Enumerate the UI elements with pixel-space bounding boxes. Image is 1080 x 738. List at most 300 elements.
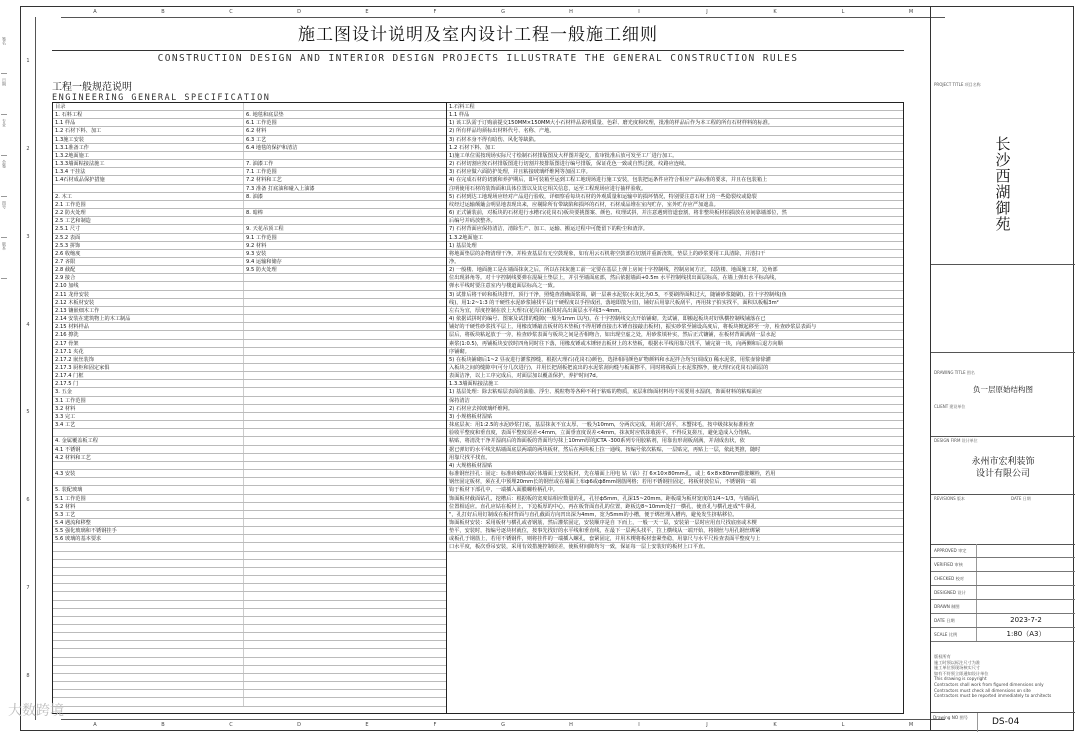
toc-item bbox=[244, 633, 446, 640]
toc-item: 2.2 防火处理 bbox=[53, 209, 244, 216]
toc-item: 1.1 样品 bbox=[53, 119, 244, 126]
toc-item: 3.2 材料 bbox=[53, 405, 244, 412]
ruler-number: 1 bbox=[26, 57, 30, 64]
spec-line: 1.石料工程 bbox=[447, 103, 903, 111]
toc-row bbox=[53, 552, 446, 560]
spec-line: 抹底层灰：用1:2.5的水泥砂浆打底，基层抹灰不宜太厚，一般为10mm，分两次完成，用刮尺刮平，木蟹抹毛，按中级抹灰标准检查 bbox=[447, 421, 903, 429]
spec-line: 用靠尺找平找直。 bbox=[447, 454, 903, 462]
ruler-letter: K bbox=[773, 9, 777, 15]
spec-line: 位置相适应。直孔应钻在板材上，下边板厚的中心，再在板背面直孔的位置，距板边8~10mm处打一横孔，使直孔与横孔连成"牛鼻孔 bbox=[447, 503, 903, 511]
toc-item bbox=[53, 584, 244, 591]
spec-line: 5) 石材到达工地现场应经对产品进行验收，详细察看每块石材的外观质量和运输中的损坏情况，特别要注意石材上的一些隐裂纹或隐裂 bbox=[447, 193, 903, 201]
spec-line: 饰面板材安装：采用板材与横孔或者钢筋，然后灌浆固定，安装顺序是自 下而上，一般一天一层，安装第一层时应用直尺找底座或木楔 bbox=[447, 519, 903, 527]
ruler-top bbox=[61, 7, 945, 18]
spec-line: 2) 石材切割应按石材排版图进行切割并按排版图进行编号排版，保证花色一致或自然过渡，纹路应连续。 bbox=[447, 160, 903, 168]
note-line: 施工时须以标注尺寸为准 bbox=[934, 659, 981, 665]
toc-row bbox=[53, 519, 446, 527]
binding-label: 图号 bbox=[1, 201, 7, 238]
toc-row bbox=[53, 127, 446, 135]
toc-item: 4.2 材料和工艺 bbox=[53, 454, 244, 461]
toc-item bbox=[244, 601, 446, 608]
revisions-label: REVISIONS 版本 bbox=[934, 496, 965, 501]
toc-item: 6.4 地毯的保护和清洁 bbox=[246, 144, 298, 151]
binding-label: 签名 bbox=[1, 37, 7, 74]
toc-item: 2.11 龙骨安装 bbox=[53, 291, 244, 298]
spec-line: 铺好的干硬性砂浆找平层上，用橡皮锤敲击板材的木垫板(不得用锤直接击木锤直接敲击板材)，振实砂浆至铺设高度后，将板块掀起移至一旁，检查砂浆层表面与 bbox=[447, 323, 903, 331]
toc-item bbox=[53, 658, 244, 665]
ruler-letter: G bbox=[501, 722, 505, 728]
toc-item bbox=[53, 633, 244, 640]
toc-row bbox=[53, 176, 446, 184]
toc-item bbox=[244, 535, 446, 542]
ruler-letter: J bbox=[706, 722, 708, 728]
design-firm-cell bbox=[931, 436, 1075, 495]
toc-item: 2.5.2 表面 bbox=[53, 234, 244, 241]
toc-row bbox=[53, 372, 446, 380]
toc-row bbox=[53, 299, 446, 307]
approval-label: DRAWN 制图 bbox=[931, 600, 977, 613]
toc-row bbox=[53, 160, 446, 168]
toc-row bbox=[53, 592, 446, 600]
note-line: 如有不符须立即通知设计单位 bbox=[934, 670, 989, 676]
spec-line: 保持清洁 bbox=[447, 397, 903, 405]
spec-line: 2) 所有样品均须标出材料代号、名称、产地。 bbox=[447, 127, 903, 135]
toc-row bbox=[53, 152, 446, 160]
note-line: Contractors shall work from figured dimensions only bbox=[934, 681, 1044, 687]
toc-row bbox=[53, 291, 446, 299]
spec-line: 粘贴，将清洗干净并湿润后的饰面板的背面均匀抹上10mm厚的JCTA -300系列专用胶粘剂，用靠齿形刮板刮满，并刮成齿状，依 bbox=[447, 437, 903, 445]
spec-line: 1)施工单位需按现场实际尺寸绘制石材排版图及大样图并提交，监审批准后放可发至工厂进行加工。 bbox=[447, 152, 903, 160]
toc-row bbox=[53, 437, 446, 445]
spec-line: 将地面垫层的杂物清理干净，并检查基层有无空鼓现象，如有用云石机将空鼓部位切割并重新浇筑，垫层上的砂浆要用工具清除，并清扫干 bbox=[447, 250, 903, 258]
toc-row bbox=[53, 225, 446, 233]
toc-item bbox=[53, 625, 244, 632]
ruler-number: 2 bbox=[26, 145, 30, 152]
ruler-letter: F bbox=[433, 722, 437, 728]
toc-item: 5.5 强化玻璃和不锈钢挂手 bbox=[53, 527, 244, 534]
toc-row bbox=[53, 388, 446, 396]
toc-row bbox=[53, 234, 446, 242]
toc-item: 2.5.1 尺寸 bbox=[53, 225, 244, 232]
toc-item bbox=[244, 405, 446, 412]
ruler-letter: K bbox=[773, 722, 777, 728]
toc-item bbox=[244, 592, 446, 599]
spec-line: 序铺砌。 bbox=[447, 348, 903, 356]
ruler-letter: E bbox=[365, 722, 369, 728]
spec-text-column bbox=[447, 103, 903, 713]
toc-row bbox=[53, 331, 446, 339]
project-name: 长沙西湖御苑 bbox=[993, 136, 1012, 232]
toc-item: 8. 油漆 bbox=[246, 193, 263, 200]
approval-label: VERIFIED 审核 bbox=[931, 558, 977, 571]
ruler-number: 3 bbox=[26, 233, 30, 240]
note-line: Contractors must check all dimensions on site bbox=[934, 687, 1031, 693]
toc-item bbox=[244, 103, 446, 110]
toc-row bbox=[53, 429, 446, 437]
toc-item: 7. 油漆工作 bbox=[246, 161, 274, 168]
spec-line: 验收平整度和垂直度，表面平整度误差<4mm，立面垂直度误差<4mm。抹灰时应铁抹收搓平，不得反复搓压，避免造成入分饱粘。 bbox=[447, 429, 903, 437]
approval-row bbox=[931, 628, 1075, 642]
toc-row bbox=[53, 119, 446, 127]
toc-item bbox=[244, 674, 446, 681]
toc-item: 9.4 运输和储存 bbox=[246, 258, 282, 265]
spec-line: 4) 在完成石材的切割和养护期后，即可装箱至运到工程工地现场进行施工安装，包装把运条件应符合相应产品标准的要求，并且在包装箱上 bbox=[447, 176, 903, 184]
toc-row bbox=[53, 405, 446, 413]
spec-line: 1) 基层处理：除去粘贴层表面的油脂、浮尘、脱粒物等各种不利于粘贴的物质，底层和饰面材料均不需要用水湿润，饰面材料的粘贴面应 bbox=[447, 388, 903, 396]
spec-line: 或板孔于钢筋上，若用不锈钢件，则将挂件的一端插入螺孔，套紧固定，并用木楔将板材套紧垫稳，用靠尺与水平尺检查表面平整度与上 bbox=[447, 535, 903, 543]
toc-item: 5. 装配玻璃 bbox=[53, 486, 244, 493]
binding-label: 专业 bbox=[1, 119, 7, 156]
toc-row bbox=[53, 103, 446, 111]
toc-item: 1.4石材成品保护措施 bbox=[53, 176, 244, 183]
toc-item: 2.17 骨架 bbox=[53, 340, 244, 347]
toc-row bbox=[53, 209, 446, 217]
note-line: This drawing is copyright bbox=[934, 676, 987, 682]
toc-item bbox=[244, 201, 446, 208]
toc-item bbox=[244, 658, 446, 665]
spec-line: 注明使用石材的装饰面和具体位置以及其它相关信息，运至工程现场应进行抽样验收。 bbox=[447, 185, 903, 193]
spec-line: 3) 小规格板材湿贴 bbox=[447, 413, 903, 421]
drawing-number-row bbox=[931, 712, 1075, 732]
note-line: Contractors must be reported immediately to architects bbox=[934, 693, 1052, 699]
toc-item bbox=[244, 511, 446, 518]
spec-table bbox=[52, 102, 904, 714]
toc-row bbox=[53, 111, 446, 119]
toc-row bbox=[53, 136, 446, 144]
toc-item bbox=[244, 315, 446, 322]
toc-item bbox=[53, 462, 244, 469]
approval-row bbox=[931, 600, 1075, 614]
toc-item bbox=[244, 299, 446, 306]
toc-item: 9. 天花吊顶工程 bbox=[246, 226, 284, 233]
toc-row bbox=[53, 185, 446, 193]
toc-row bbox=[53, 193, 446, 201]
approval-value bbox=[977, 558, 1075, 571]
toc-item bbox=[53, 649, 244, 656]
ruler-letter: H bbox=[569, 722, 573, 728]
toc-item bbox=[244, 364, 446, 371]
toc-item bbox=[244, 698, 446, 705]
toc-item: 3.1 工作范围 bbox=[53, 397, 244, 404]
toc-item: 2.17.5 门 bbox=[53, 380, 244, 387]
toc-row bbox=[53, 527, 446, 535]
toc-item bbox=[244, 323, 446, 330]
toc-item bbox=[244, 519, 446, 526]
toc-item bbox=[244, 413, 446, 420]
toc-item: 9.3 安装 bbox=[246, 250, 267, 257]
toc-item bbox=[244, 495, 446, 502]
toc-item: 7.3 准备 打底油和碰入上油漆 bbox=[246, 185, 315, 192]
toc-item: 2.8 截配 bbox=[53, 266, 244, 273]
toc-row bbox=[53, 397, 446, 405]
toc-item bbox=[53, 617, 244, 624]
client-label: CLIENT 建设单位 bbox=[934, 404, 966, 409]
spec-line: 纹经过运输颠簸会明显地表现出来，应剔除所有带缺陷和损坏的石材，石材成品堆在室内贮存，室外贮存应严加遮盖。 bbox=[447, 201, 903, 209]
approval-value: 2023-7-2 bbox=[1010, 616, 1042, 624]
ruler-number: 7 bbox=[26, 585, 30, 592]
toc-item: 1.3.2地面施工 bbox=[53, 152, 244, 159]
ruler-letter: F bbox=[433, 9, 437, 15]
toc-item bbox=[53, 429, 244, 436]
ruler-letter: D bbox=[297, 9, 301, 15]
toc-item bbox=[244, 462, 446, 469]
toc-row bbox=[53, 266, 446, 274]
toc-item bbox=[244, 421, 446, 428]
toc-row bbox=[53, 503, 446, 511]
toc-item: 6.3 工艺 bbox=[246, 136, 267, 143]
spec-line: 口水平度，板次垂吊安装，采用有效措施控制误差，使板材间隙均匀一致，保证每一层上安装好的板材上口平直。 bbox=[447, 543, 903, 551]
spec-line: 4) 依据试拼时的编号、图案及试排的缝隙(一般为1mm 以内)，在十字控制线交点开始铺砌。先试铺，即搬起板块对好纵横控制线铺落在已 bbox=[447, 315, 903, 323]
toc-item: 2.1 工作范围 bbox=[53, 201, 244, 208]
spec-line: 3) 石材本身不得有暗伤、风化等缺陷。 bbox=[447, 136, 903, 144]
spec-line: 2) 石材应去掉玻璃纤维网。 bbox=[447, 405, 903, 413]
toc-item: 2.13 镶嵌细木工作 bbox=[53, 307, 244, 314]
toc-item bbox=[244, 649, 446, 656]
ruler-letter: D bbox=[297, 722, 301, 728]
approval-row bbox=[931, 614, 1075, 628]
toc-item bbox=[244, 543, 446, 550]
toc-item bbox=[244, 560, 446, 567]
ruler-number: 5 bbox=[26, 409, 30, 416]
toc-row bbox=[53, 364, 446, 372]
spec-line: 位出现斜角等。对十字控制线要弹在混凝土垫层上，并引至墙面底部，然后依据墙面+0.5m 水平控制线找出面层标高，在墙上弹出水平标高线， bbox=[447, 274, 903, 282]
toc-item: 2.12 木板材安装 bbox=[53, 299, 244, 306]
toc-item: 6.2 材料 bbox=[246, 128, 267, 135]
toc-item bbox=[53, 674, 244, 681]
toc-row bbox=[53, 609, 446, 617]
toc-item bbox=[244, 437, 446, 444]
toc-row bbox=[53, 446, 446, 454]
toc-item: 1.3.1准备工作 bbox=[53, 144, 244, 151]
spec-line: 据已弹好的水平线先粘墙面底层两端的两块板材，然后在两块板上拉一通线，按编号依次粘贴，一层贴完，再贴上一层，依此类推，随时 bbox=[447, 446, 903, 454]
toc-row bbox=[53, 690, 446, 698]
toc-item bbox=[53, 666, 244, 673]
toc-item bbox=[244, 470, 446, 477]
toc-item: 5.4 遇流和移整 bbox=[53, 519, 244, 526]
toc-row bbox=[53, 168, 446, 176]
toc-item bbox=[53, 682, 244, 689]
spec-line: 1.1 样品 bbox=[447, 111, 903, 119]
toc-row bbox=[53, 601, 446, 609]
binding-strip bbox=[1, 37, 21, 283]
spec-line: 表面洁净，以上工序完成后，对面层加以覆盖保护，养护时间7d。 bbox=[447, 372, 903, 380]
toc-item: 2.17.3 厨柜和固定家俱 bbox=[53, 364, 244, 371]
toc-item: 1.2 石材下料、加工 bbox=[53, 127, 244, 134]
spec-line: 1) 基层处理 bbox=[447, 242, 903, 250]
toc-row bbox=[53, 617, 446, 625]
toc-item: 9.1 工作范围 bbox=[246, 234, 277, 241]
approval-row bbox=[931, 572, 1075, 586]
spec-line: 左右为宜，厚度控制在放上大理石(花岗石)板块时高出面层水平线3~4mm。 bbox=[447, 307, 903, 315]
toc-item bbox=[244, 666, 446, 673]
toc-item: 2.10 加线 bbox=[53, 282, 244, 289]
ruler-number: 6 bbox=[26, 497, 30, 504]
toc-item bbox=[53, 609, 244, 616]
ruler-number: 8 bbox=[26, 673, 30, 680]
toc-row bbox=[53, 348, 446, 356]
toc-item: 2.6 收缩度 bbox=[53, 250, 244, 257]
toc-row bbox=[53, 454, 446, 462]
toc-item: 2.17.1 夹花 bbox=[53, 348, 244, 355]
toc-row bbox=[53, 144, 446, 152]
toc-row bbox=[53, 486, 446, 494]
spec-line: 层后，将板块粘起放于一旁，检查砂浆表面与板块之间是否相吻合，如出现空虚之处，用砂浆填补实，然后正式镶铺，在板材背面满刮一层水泥 bbox=[447, 331, 903, 339]
drawing-number-label: Drawing NO 图号 bbox=[931, 713, 978, 732]
drawing-name: 负一层原始结构图 bbox=[973, 385, 1033, 394]
ruler-letter: C bbox=[229, 9, 233, 15]
binding-label: 日期 bbox=[1, 78, 7, 115]
toc-row bbox=[53, 633, 446, 641]
revisions-date-label: DATE 日期 bbox=[1011, 496, 1031, 501]
toc-row bbox=[53, 666, 446, 674]
ruler-left bbox=[21, 17, 36, 720]
toc-item bbox=[53, 576, 244, 583]
toc-row bbox=[53, 535, 446, 543]
table-of-contents bbox=[53, 103, 447, 713]
toc-row bbox=[53, 560, 446, 568]
toc-row bbox=[53, 649, 446, 657]
toc-row bbox=[53, 543, 446, 551]
toc-row bbox=[53, 698, 446, 706]
toc-item bbox=[244, 152, 446, 159]
toc-item: 3.4 工艺 bbox=[53, 421, 244, 428]
toc-item: 4.1 不锈钢 bbox=[53, 446, 244, 453]
general-notes bbox=[934, 654, 1072, 699]
toc-item bbox=[244, 576, 446, 583]
drawing-title-cell bbox=[931, 264, 1075, 353]
spec-line: 1.3.3墙面粘接法施工 bbox=[447, 380, 903, 388]
toc-item bbox=[244, 372, 446, 379]
toc-item bbox=[244, 486, 446, 493]
ruler-letter: L bbox=[841, 722, 845, 728]
toc-item bbox=[244, 625, 446, 632]
toc-row bbox=[53, 625, 446, 633]
toc-row bbox=[53, 682, 446, 690]
toc-item bbox=[244, 331, 446, 338]
spec-line: 1.2 石材下料、加工 bbox=[447, 144, 903, 152]
toc-item bbox=[244, 446, 446, 453]
toc-item: 1.3.3墙面粘接法施工 bbox=[53, 160, 244, 167]
spec-line: 钩于板材下部孔中，一端插入面膜螺栓柄孔中。 bbox=[447, 486, 903, 494]
toc-row bbox=[53, 568, 446, 576]
toc-item: 7.1 工作范围 bbox=[246, 169, 277, 176]
toc-row bbox=[53, 470, 446, 478]
ruler-letter: B bbox=[161, 722, 165, 728]
toc-item bbox=[244, 397, 446, 404]
ruler-letter: G bbox=[501, 9, 505, 15]
ruler-letter: I bbox=[638, 9, 640, 15]
toc-row bbox=[53, 658, 446, 666]
toc-item: 5.2 材料 bbox=[53, 503, 244, 510]
binding-label: 会签 bbox=[1, 160, 7, 197]
toc-row bbox=[53, 201, 446, 209]
toc-item bbox=[244, 609, 446, 616]
toc-item bbox=[244, 552, 446, 559]
toc-row bbox=[53, 315, 446, 323]
toc-item: 3. 五金 bbox=[53, 388, 244, 395]
spec-line: 6) 正式铺装前，对板块的石材进行水槽石(花岗石)板块要挑图案、颜色、纹理试拼，并注意遇到管道套割，将非整块板材拍损放在房间靠墙部位，然 bbox=[447, 209, 903, 217]
spec-heading bbox=[52, 78, 270, 103]
toc-item: 2.9 接合 bbox=[53, 274, 244, 281]
ruler-letter: C bbox=[229, 722, 233, 728]
toc-row bbox=[53, 274, 446, 282]
spec-line: 3) 石材应做六面防护处理，并且粘接玻璃纤维网等加固工序。 bbox=[447, 168, 903, 176]
binding-label: 版本 bbox=[1, 242, 7, 279]
note-line: 版权所有 bbox=[934, 654, 951, 659]
spec-line: 后编号并码放整齐。 bbox=[447, 217, 903, 225]
toc-item: 9.5 防火处理 bbox=[246, 267, 277, 274]
toc-item: 目录 bbox=[53, 103, 244, 110]
ruler-letter: H bbox=[569, 9, 573, 15]
spec-line: 标准钢丝挂孔：固定：标准砖砌体或砼体墙面上安装板材，先在墙面上用电 钻（钻）打 6×10×80mm孔，或上 6×8×80mm膨胀螺栓，若用 bbox=[447, 470, 903, 478]
toc-item: 5.1 工作范围 bbox=[53, 495, 244, 502]
design-firm-label: DESIGN FIRM 设计单位 bbox=[934, 438, 978, 443]
ruler-letter: E bbox=[365, 9, 369, 15]
toc-item bbox=[53, 690, 244, 697]
toc-item bbox=[244, 429, 446, 436]
approval-label: DATE 日期 bbox=[931, 614, 977, 627]
ruler-letter: M bbox=[908, 722, 914, 728]
toc-item: 2.14 安装在建筑物上的木工制品 bbox=[53, 315, 244, 322]
approval-value bbox=[977, 572, 1075, 585]
toc-item bbox=[244, 503, 446, 510]
toc-row bbox=[53, 323, 446, 331]
toc-item: 6.1 工作范围 bbox=[246, 120, 277, 127]
toc-item bbox=[244, 478, 446, 485]
toc-row bbox=[53, 282, 446, 290]
title-chinese: 施工图设计说明及室内设计工程一般施工细则 bbox=[298, 25, 658, 45]
toc-item: 2.5.3 拼饰 bbox=[53, 242, 244, 249]
ruler-bottom bbox=[61, 719, 945, 730]
spec-line: 5) 在板块铺砌后1~2 昼夜进行灌浆擦缝，根据大理石(花岗石)颜色，选择相同颜色矿物颜料和水泥拌合均匀(调成)) 稀水泥浆，用浆壶徐徐灌 bbox=[447, 356, 903, 364]
toc-item: 9.2 材料 bbox=[246, 242, 267, 249]
approval-label: DESIGNED 设计 bbox=[931, 586, 977, 599]
toc-item: 1.3.4 干挂法 bbox=[53, 168, 244, 175]
toc-row bbox=[53, 641, 446, 649]
toc-item bbox=[53, 560, 244, 567]
spec-line: 净。 bbox=[447, 258, 903, 266]
toc-row bbox=[53, 495, 446, 503]
drawing-title bbox=[52, 24, 904, 64]
toc-item bbox=[53, 478, 244, 485]
toc-item bbox=[53, 543, 244, 550]
note-line: 施工单位须现场核实尺寸 bbox=[934, 665, 981, 671]
toc-item bbox=[53, 568, 244, 575]
toc-item bbox=[244, 282, 446, 289]
toc-row bbox=[53, 217, 446, 225]
ruler-letter: M bbox=[908, 9, 914, 15]
toc-item: 2.7 吝限 bbox=[53, 258, 244, 265]
toc-item bbox=[244, 380, 446, 387]
spec-heading-chinese: 工程一般规范说明 bbox=[52, 82, 132, 93]
toc-item bbox=[53, 552, 244, 559]
spec-line: 钢丝固定板材，须在孔中预埋20mm长的钢丝或在墙面上布ф6或ф8mm钢筋网格；若用不锈钢挂固定，将板材放位后，不锈钢钩一端 bbox=[447, 478, 903, 486]
toc-row bbox=[53, 421, 446, 429]
toc-row bbox=[53, 674, 446, 682]
toc-item bbox=[53, 698, 244, 705]
approval-label: SCALE 比例 bbox=[931, 628, 977, 641]
toc-row bbox=[53, 356, 446, 364]
toc-row bbox=[53, 250, 446, 258]
spec-line: 线)，用1:2~1:3 的干硬性水泥砂浆铺找平层(干硬程度以手捏成团，落地即散为宜)，铺好后用靠尺板刮平，再用抹子拍实找平，面积以板幅3m² bbox=[447, 299, 903, 307]
toc-item bbox=[244, 274, 446, 281]
toc-item: 8. 暗棒 bbox=[246, 210, 263, 217]
toc-item: 2.17.2 嵌丝装饰 bbox=[53, 356, 244, 363]
toc-item: 6. 地毯和底层垫 bbox=[246, 112, 284, 119]
spec-line: 1.3.2地面施工 bbox=[447, 234, 903, 242]
spec-line: 1) 该工队需于订购前提交150MM×150MM大小石材样品说明质量、色彩、磨光度和纹理，批准的样品后作为本工程的所有石材样料的标准。 bbox=[447, 119, 903, 127]
spec-line: "，孔打好后用钉制成在板材背面与直孔截面方向凹出深为4mm，宽为5mm的小槽，便于绑丝埋入槽内，避免发生挤粘移位。 bbox=[447, 511, 903, 519]
